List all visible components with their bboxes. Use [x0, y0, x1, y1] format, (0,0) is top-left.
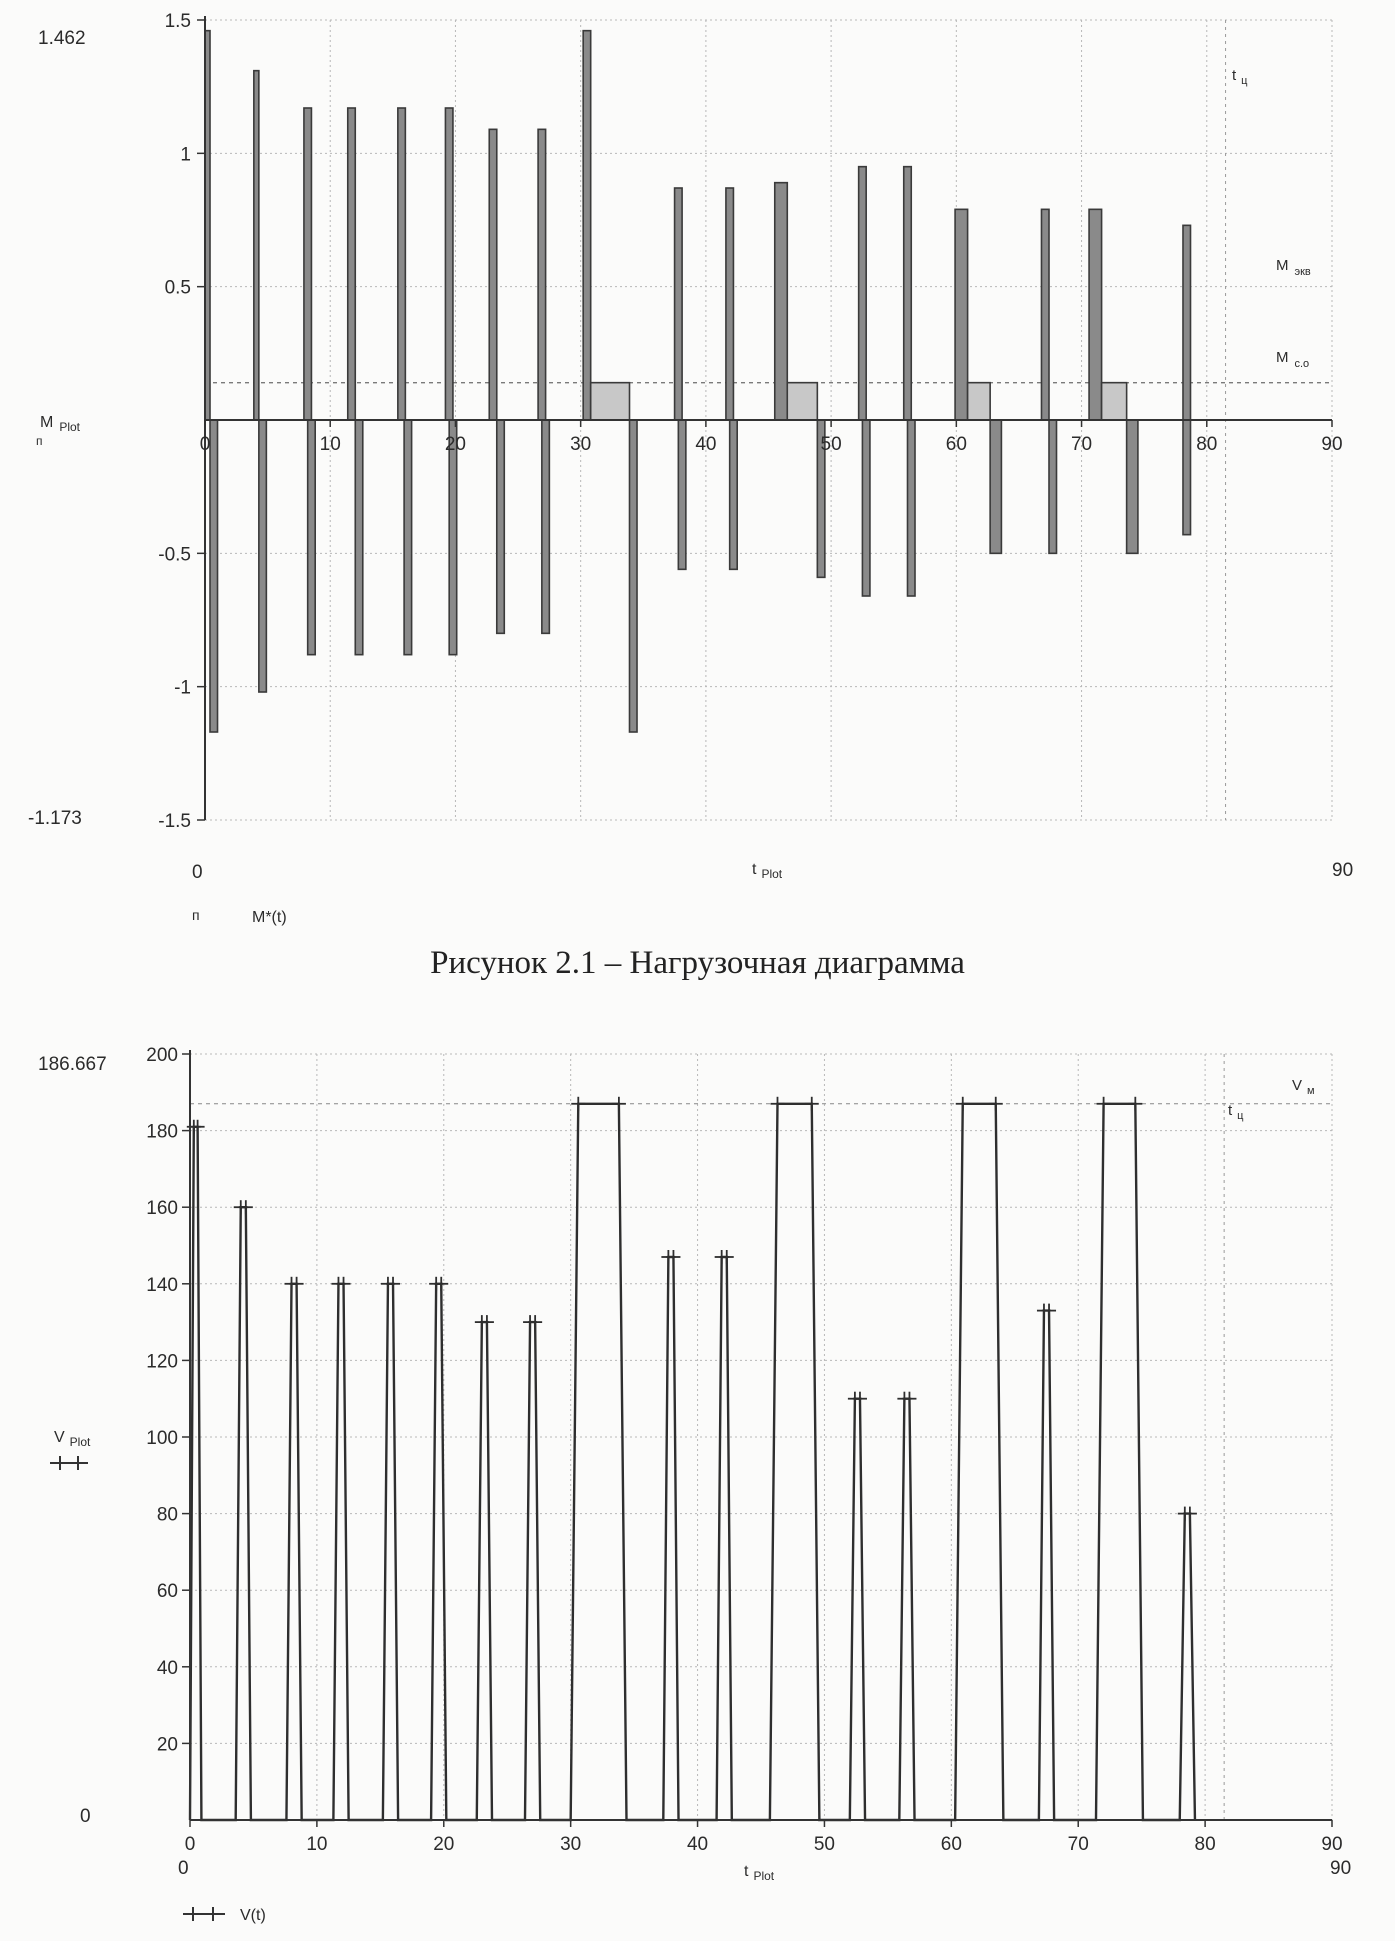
bar	[404, 420, 412, 655]
x-tick-label: 90	[1321, 434, 1343, 455]
bar	[787, 383, 817, 420]
x-tick-label: 10	[319, 434, 341, 455]
annotation-t-cycle: t $_ц$	[1228, 1102, 1244, 1122]
bar	[1041, 209, 1049, 420]
y-tick-label: -0.5	[158, 544, 191, 566]
axes	[158, 11, 1342, 832]
x-tick-label: 20	[444, 434, 467, 455]
x-tick-label: 80	[1194, 1834, 1216, 1855]
series-v	[187, 1097, 1197, 1820]
y-tick-label: 160	[146, 1198, 178, 1220]
bar	[210, 420, 218, 732]
annotation-v-max: V $_м$	[1292, 1077, 1315, 1097]
bar	[726, 188, 734, 420]
bar	[497, 420, 505, 633]
y-tick-label: -1.5	[158, 811, 191, 832]
bar	[990, 420, 1001, 553]
bar	[449, 420, 457, 655]
bar	[1183, 225, 1191, 420]
annotation-m-equivalent: M $_{экв}$	[1276, 257, 1311, 278]
x-tick-label: 70	[1070, 434, 1093, 455]
x-tick-label: 50	[820, 434, 842, 455]
y-variable-label: V $_{Plot}$	[54, 1429, 91, 1449]
y-tick-label: 180	[146, 1121, 178, 1143]
x-tick-label: 60	[940, 1834, 962, 1855]
x-variable-label: t $_{Plot}$	[744, 1863, 775, 1883]
x-tick-label: 40	[695, 434, 717, 455]
y-tick-label: 0.5	[164, 277, 191, 299]
x-variable-label: t $_{Plot}$	[752, 861, 783, 881]
bar	[775, 183, 788, 420]
x-tick-label: 60	[945, 434, 967, 455]
y-tick-label: 140	[146, 1274, 178, 1296]
x-min-marker: 0	[192, 862, 203, 883]
bar	[1049, 420, 1057, 553]
grid	[190, 1054, 1332, 1820]
x-tick-label: 40	[686, 1834, 709, 1855]
x-tick-label: 80	[1196, 434, 1218, 455]
y-tick-label: 40	[156, 1657, 178, 1679]
bar	[355, 420, 363, 655]
y-max-marker: 186.667	[38, 1054, 107, 1075]
bar	[1183, 420, 1191, 535]
load-diagram-chart	[0, 0, 1395, 926]
bar	[304, 108, 312, 420]
bar	[675, 188, 683, 420]
x-tick-label: 0	[184, 1834, 196, 1855]
y-tick-label: 120	[146, 1351, 178, 1373]
bar	[730, 420, 738, 569]
bar	[955, 209, 968, 420]
bar	[538, 129, 546, 420]
speed-diagram-chart	[0, 1030, 1395, 1941]
bar	[398, 108, 406, 420]
y-tick-label: 20	[156, 1734, 178, 1756]
series-line-v	[190, 1104, 1195, 1820]
y-tick-label: 200	[146, 1045, 178, 1066]
bar	[904, 167, 912, 420]
bar	[678, 420, 686, 569]
y-tick-label: -1	[174, 677, 191, 699]
annotation-t-cycle: t $_ц$	[1232, 67, 1248, 87]
x-tick-label: 90	[1321, 1834, 1343, 1855]
y-min-marker: -1.173	[28, 808, 82, 829]
legend-label: V(t)	[240, 1907, 266, 1924]
y-tick-label: 1.5	[164, 11, 191, 32]
x-tick-label: 20	[433, 1834, 455, 1855]
axes	[146, 1045, 1342, 1855]
figure-caption: Рисунок 2.1 – Нагрузочная диаграмма	[430, 945, 965, 981]
bar	[308, 420, 316, 655]
bar	[259, 420, 267, 692]
bar	[348, 108, 356, 420]
legend-symbol: п	[192, 907, 200, 923]
bar	[630, 420, 638, 732]
x-min-marker: 0	[178, 1858, 189, 1879]
y-tick-label: 80	[156, 1504, 178, 1526]
bars	[205, 31, 1190, 732]
legend-symbol	[183, 1907, 225, 1921]
bar	[907, 420, 915, 596]
y-variable-trace: п	[36, 434, 43, 448]
x-max-marker: 90	[1330, 1858, 1352, 1879]
x-tick-label: 10	[306, 1834, 328, 1855]
bar	[1127, 420, 1138, 553]
y-variable-legend-glyph	[50, 1456, 88, 1470]
y-max-marker: 1.462	[38, 28, 86, 49]
annotation-m-static: M $_{с.о}$	[1276, 349, 1310, 370]
x-max-marker: 90	[1332, 860, 1354, 881]
bar	[254, 71, 259, 420]
bar	[542, 420, 550, 633]
bar	[1102, 383, 1127, 420]
bar	[968, 383, 991, 420]
bar	[591, 383, 630, 420]
bar	[445, 108, 453, 420]
x-tick-label: 30	[570, 434, 592, 455]
x-tick-label: 30	[560, 1834, 582, 1855]
y-tick-label: 100	[146, 1428, 178, 1449]
x-tick-label: 50	[813, 1834, 836, 1855]
y-tick-label: 1	[180, 144, 191, 166]
x-tick-label: 0	[199, 434, 211, 455]
y-variable-label: M $_{Plot}$	[40, 414, 81, 434]
y-min-marker: 0	[80, 1806, 91, 1827]
legend-label: M*(t)	[252, 909, 287, 926]
bar	[1089, 209, 1102, 420]
bar	[489, 129, 497, 420]
x-tick-label: 70	[1067, 1834, 1089, 1855]
bar	[859, 167, 867, 420]
bar	[583, 31, 591, 420]
bar	[862, 420, 870, 596]
y-tick-label: 60	[156, 1581, 178, 1603]
